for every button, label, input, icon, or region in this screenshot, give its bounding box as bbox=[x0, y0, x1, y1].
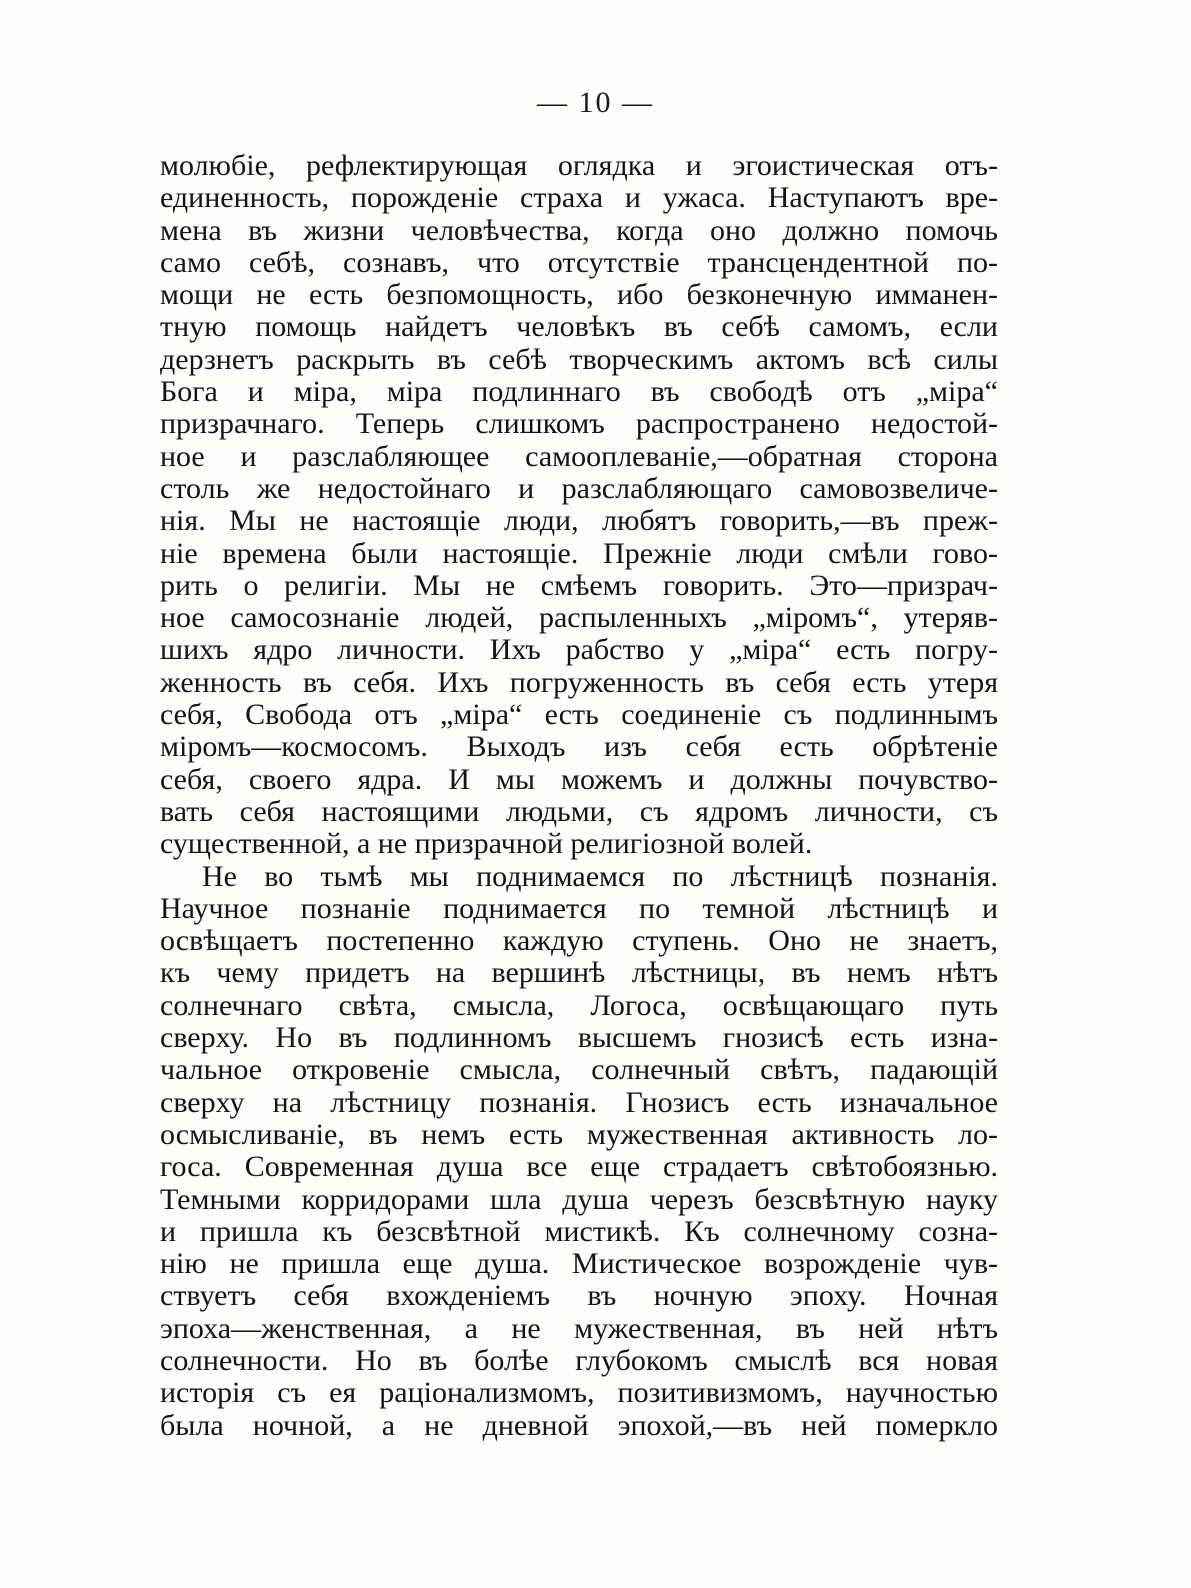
paragraph bbox=[160, 861, 998, 1442]
text-line: нію не пришла еще душа. Мистическое возрожденіе чув- bbox=[160, 1248, 998, 1281]
page-number: — 10 — bbox=[537, 86, 654, 119]
text-line: Не во тьмѣ мы поднимаемся по лѣстницѣ познанія. bbox=[202, 860, 998, 893]
text-line: сверху. Но въ подлинномъ высшемъ гнозисѣ есть изна- bbox=[160, 1022, 998, 1055]
text-line: чальное откровеніе смысла, солнечный свѣтъ, падающій bbox=[160, 1054, 998, 1087]
text-line: столь же недостойнаго и разслабляющаго самовозвеличе- bbox=[160, 472, 998, 505]
text-line: само себѣ, сознавъ, что отсутствіе трансцендентной по- bbox=[160, 246, 998, 279]
text-line: себя, Свобода отъ „міра“ есть соединеніе съ подлиннымъ bbox=[160, 699, 998, 732]
body-text bbox=[160, 150, 998, 1442]
paragraph bbox=[160, 150, 998, 861]
text-line: ніе времена были настоящіе. Прежніе люди смѣли гово- bbox=[160, 537, 998, 570]
text-line: мена въ жизни человѣчества, когда оно должно помочь bbox=[160, 214, 998, 247]
text-line: существенной, а не призрачной религіозной волей. bbox=[160, 828, 813, 861]
text-line: солнечности. Но въ болѣе глубокомъ смыслѣ вся новая bbox=[160, 1344, 998, 1377]
text-line: молюбіе, рефлектирующая оглядка и эгоистическая отъ- bbox=[160, 150, 998, 182]
text-line: госа. Современная душа все еще страдаетъ свѣтобоязнью. bbox=[160, 1151, 998, 1184]
text-line: ное и разслабляющее самооплеваніе,—обратная сторона bbox=[160, 440, 998, 473]
text-line: Научное познаніе поднимается по темной лѣстницѣ и bbox=[160, 892, 998, 925]
text-line: женность въ себя. Ихъ погруженность въ себя есть утеря bbox=[160, 666, 998, 699]
text-line: единенность, порожденіе страха и ужаса. Наступаютъ вре- bbox=[160, 182, 998, 215]
text-line: осмысливаніе, въ немъ есть мужественная активность ло- bbox=[160, 1118, 998, 1151]
text-line: эпоха—женственная, а не мужественная, въ ней нѣтъ bbox=[160, 1312, 998, 1345]
text-line: нія. Мы не настоящіе люди, любятъ говорить,—въ преж- bbox=[160, 505, 998, 538]
text-line: тную помощь найдетъ человѣкъ въ себѣ самомъ, если bbox=[160, 311, 998, 344]
text-line: была ночной, а не дневной эпохой,—въ ней померкло bbox=[160, 1409, 998, 1442]
text-line: и пришла къ безсвѣтной мистикѣ. Къ солнечному созна- bbox=[160, 1215, 998, 1248]
text-line: мощи не есть безпомощность, ибо безконечную имманен- bbox=[160, 279, 998, 312]
text-line: вать себя настоящими людьми, съ ядромъ личности, съ bbox=[160, 795, 998, 828]
text-line: рить о религіи. Мы не смѣемъ говорить. Это—призрач- bbox=[160, 569, 998, 602]
text-line: Темными корридорами шла душа черезъ безсвѣтную науку bbox=[160, 1183, 998, 1216]
text-line: шихъ ядро личности. Ихъ рабство у „міра“ есть погру- bbox=[160, 634, 998, 667]
text-line: міромъ—космосомъ. Выходъ изъ себя есть обрѣтеніе bbox=[160, 731, 998, 764]
text-line: призрачнаго. Теперь слишкомъ распространено недостой- bbox=[160, 408, 998, 441]
text-line: ствуетъ себя вхожденіемъ въ ночную эпоху. Ночная bbox=[160, 1280, 998, 1313]
text-line: солнечнаго свѣта, смысла, Логоса, освѣщающаго путь bbox=[160, 989, 998, 1022]
text-line: дерзнетъ раскрыть въ себѣ творческимъ актомъ всѣ силы bbox=[160, 343, 998, 376]
text-line: ное самосознаніе людей, распыленныхъ „міромъ“, утеряв- bbox=[160, 602, 998, 635]
text-line: къ чему придетъ на вершинѣ лѣстницы, въ немъ нѣтъ bbox=[160, 957, 998, 990]
text-line: себя, своего ядра. И мы можемъ и должны почувство- bbox=[160, 763, 998, 796]
text-line: Бога и міра, міра подлиннаго въ свободѣ отъ „міра“ bbox=[160, 376, 998, 409]
text-line: сверху на лѣстницу познанія. Гнозисъ есть изначальное bbox=[160, 1086, 998, 1119]
text-line: освѣщаетъ постепенно каждую ступень. Оно не знаетъ, bbox=[160, 925, 998, 958]
text-line: исторія съ ея раціонализмомъ, позитивизмомъ, научностью bbox=[160, 1377, 998, 1410]
